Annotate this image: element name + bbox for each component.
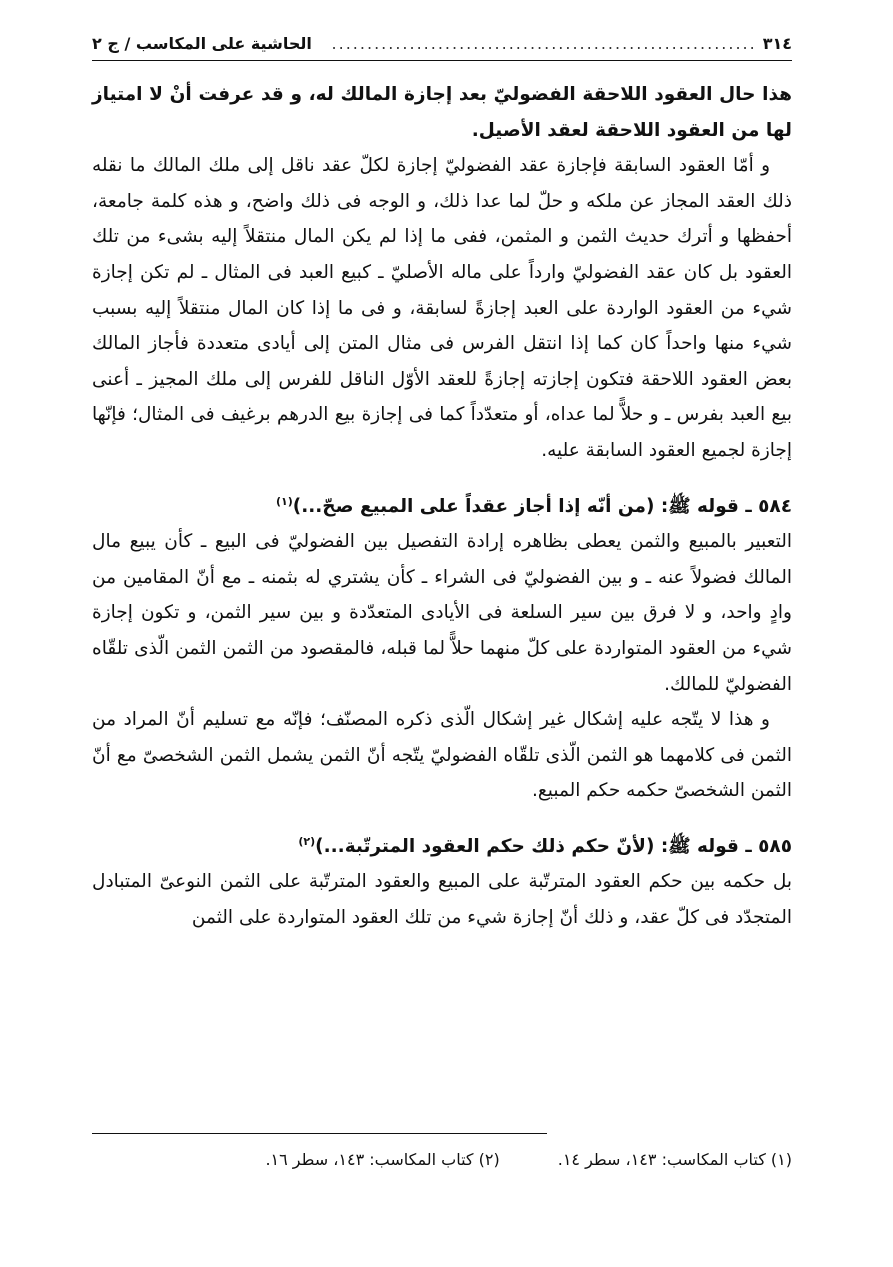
section-584-paragraph-1: التعبير بالمبيع والثمن يعطى بظاهره إرادة التفصيل بين الفضوليّ فى البيع ـ كأن يبيع مال المالك فضولاً عنه ـ و بين الفضوليّ فى الشراء ـ كأن يشتري له بثمنه ـ مع أنّ المقامين من وادٍ واحد، و لا فرق بين سير السلعة فى الأيادى المتعدّدة و بين سير الثمن، و تكون إجازة شيء من العقود المتواردة على كلّ منهما حلاًّ لما قبله، فالمقصود من الثمن الثمن الّذى تلقّاه الفضوليّ للمالك.	[92, 531, 792, 695]
page-number: ٣١٤	[762, 34, 792, 53]
section-584-paragraph-2: و هذا لا يتّجه عليه إشكال غير إشكال الّذى ذكره المصنّف؛ فإنّه مع تسليم أنّ المراد من الثمن فى كلامهما هو الثمن الّذى تلقّاه الفضوليّ يتّجه أنّ الثمن يشمل الثمن الشخصىّ مع أنّ الثمن الشخصىّ حكمه حكم المبيع.	[92, 709, 792, 802]
running-header	[92, 34, 792, 61]
section-585-paragraph-1: بل حكمه بين حكم العقود المترتّبة على المبيع والعقود المترتّبة على الثمن النوعىّ المتبادل المتجدّد فى كلّ عقد، و ذلك أنّ إجازة شيء من تلك العقود المتواردة على الثمن	[92, 871, 792, 929]
section-584-heading	[92, 489, 792, 525]
page-body	[92, 77, 792, 936]
paragraph-2: و أمّا العقود السابقة فإجازة عقد الفضوليّ إجازة لكلّ عقد ناقل إلى ملك المالك ما نقله ذلك العقد المجاز عن ملكه و حلّ لما عدا ذلك، و الوجه فى ذلك واضح، و هذه كلمة جامعة، أحفظها و أترك حديث الثمن و المثمن، ففى ما إذا لم يكن المال منتقلاً إليه بشىء من تلك العقود بل كان عقد الفضوليّ وارداً على ماله الأصليّ ـ كبيع العبد فى المثال ـ لم تكن إجازة شيء من العقود الواردة على العبد إجازةً لسابقة، و فى ما إذا كان المال منتقلاً إليه بسبب شيء منها واحداً كان كما إذا انتقل الفرس فى مثال المتن إلى أيادى متعددة فأجاز المالك بعض العقود اللاحقة فتكون إجازته إجازةً للعقد الأوّل الناقل للفرس إلى ملك المجيز ـ أعنى بيع العبد بفرس ـ و حلاًّ لما عداه، أو متعدّداً كما فى إجازة بيع الدرهم برغيف فى المثال؛ فإنّها إجازة لجميع العقود السابقة عليه.	[92, 155, 792, 461]
footnote-2: (٢) كتاب المكاسب: ١٤٣، سطر ١٦.	[265, 1150, 500, 1169]
footnote-mark-1: (١)	[275, 494, 293, 508]
header-leader-dots: ............................................................	[331, 34, 757, 53]
paragraph-1: هذا حال العقود اللاحقة الفضوليّ بعد إجازة المالك له، و قد عرفت أنْ لا امتياز لها من العقود اللاحقة لعقد الأصيل.	[92, 84, 792, 141]
footnotes	[192, 1150, 792, 1169]
running-title: الحاشية على المكاسب / ج ٢	[92, 34, 312, 53]
page	[92, 34, 792, 936]
footnote-separator	[92, 1133, 547, 1134]
section-584-heading-text: ٥٨٤ ـ قوله ﷺ: (من أنّه إذا أجاز عقداً على المبيع صحّ...)	[292, 495, 792, 517]
footnote-mark-2: (٢)	[298, 834, 316, 848]
section-585-heading-text: ٥٨٥ ـ قوله ﷺ: (لأنّ حكم ذلك حكم العقود المترتّبة...)	[315, 835, 792, 857]
footnote-1: (١) كتاب المكاسب: ١٤٣، سطر ١٤.	[557, 1150, 792, 1169]
section-585-heading	[92, 829, 792, 865]
